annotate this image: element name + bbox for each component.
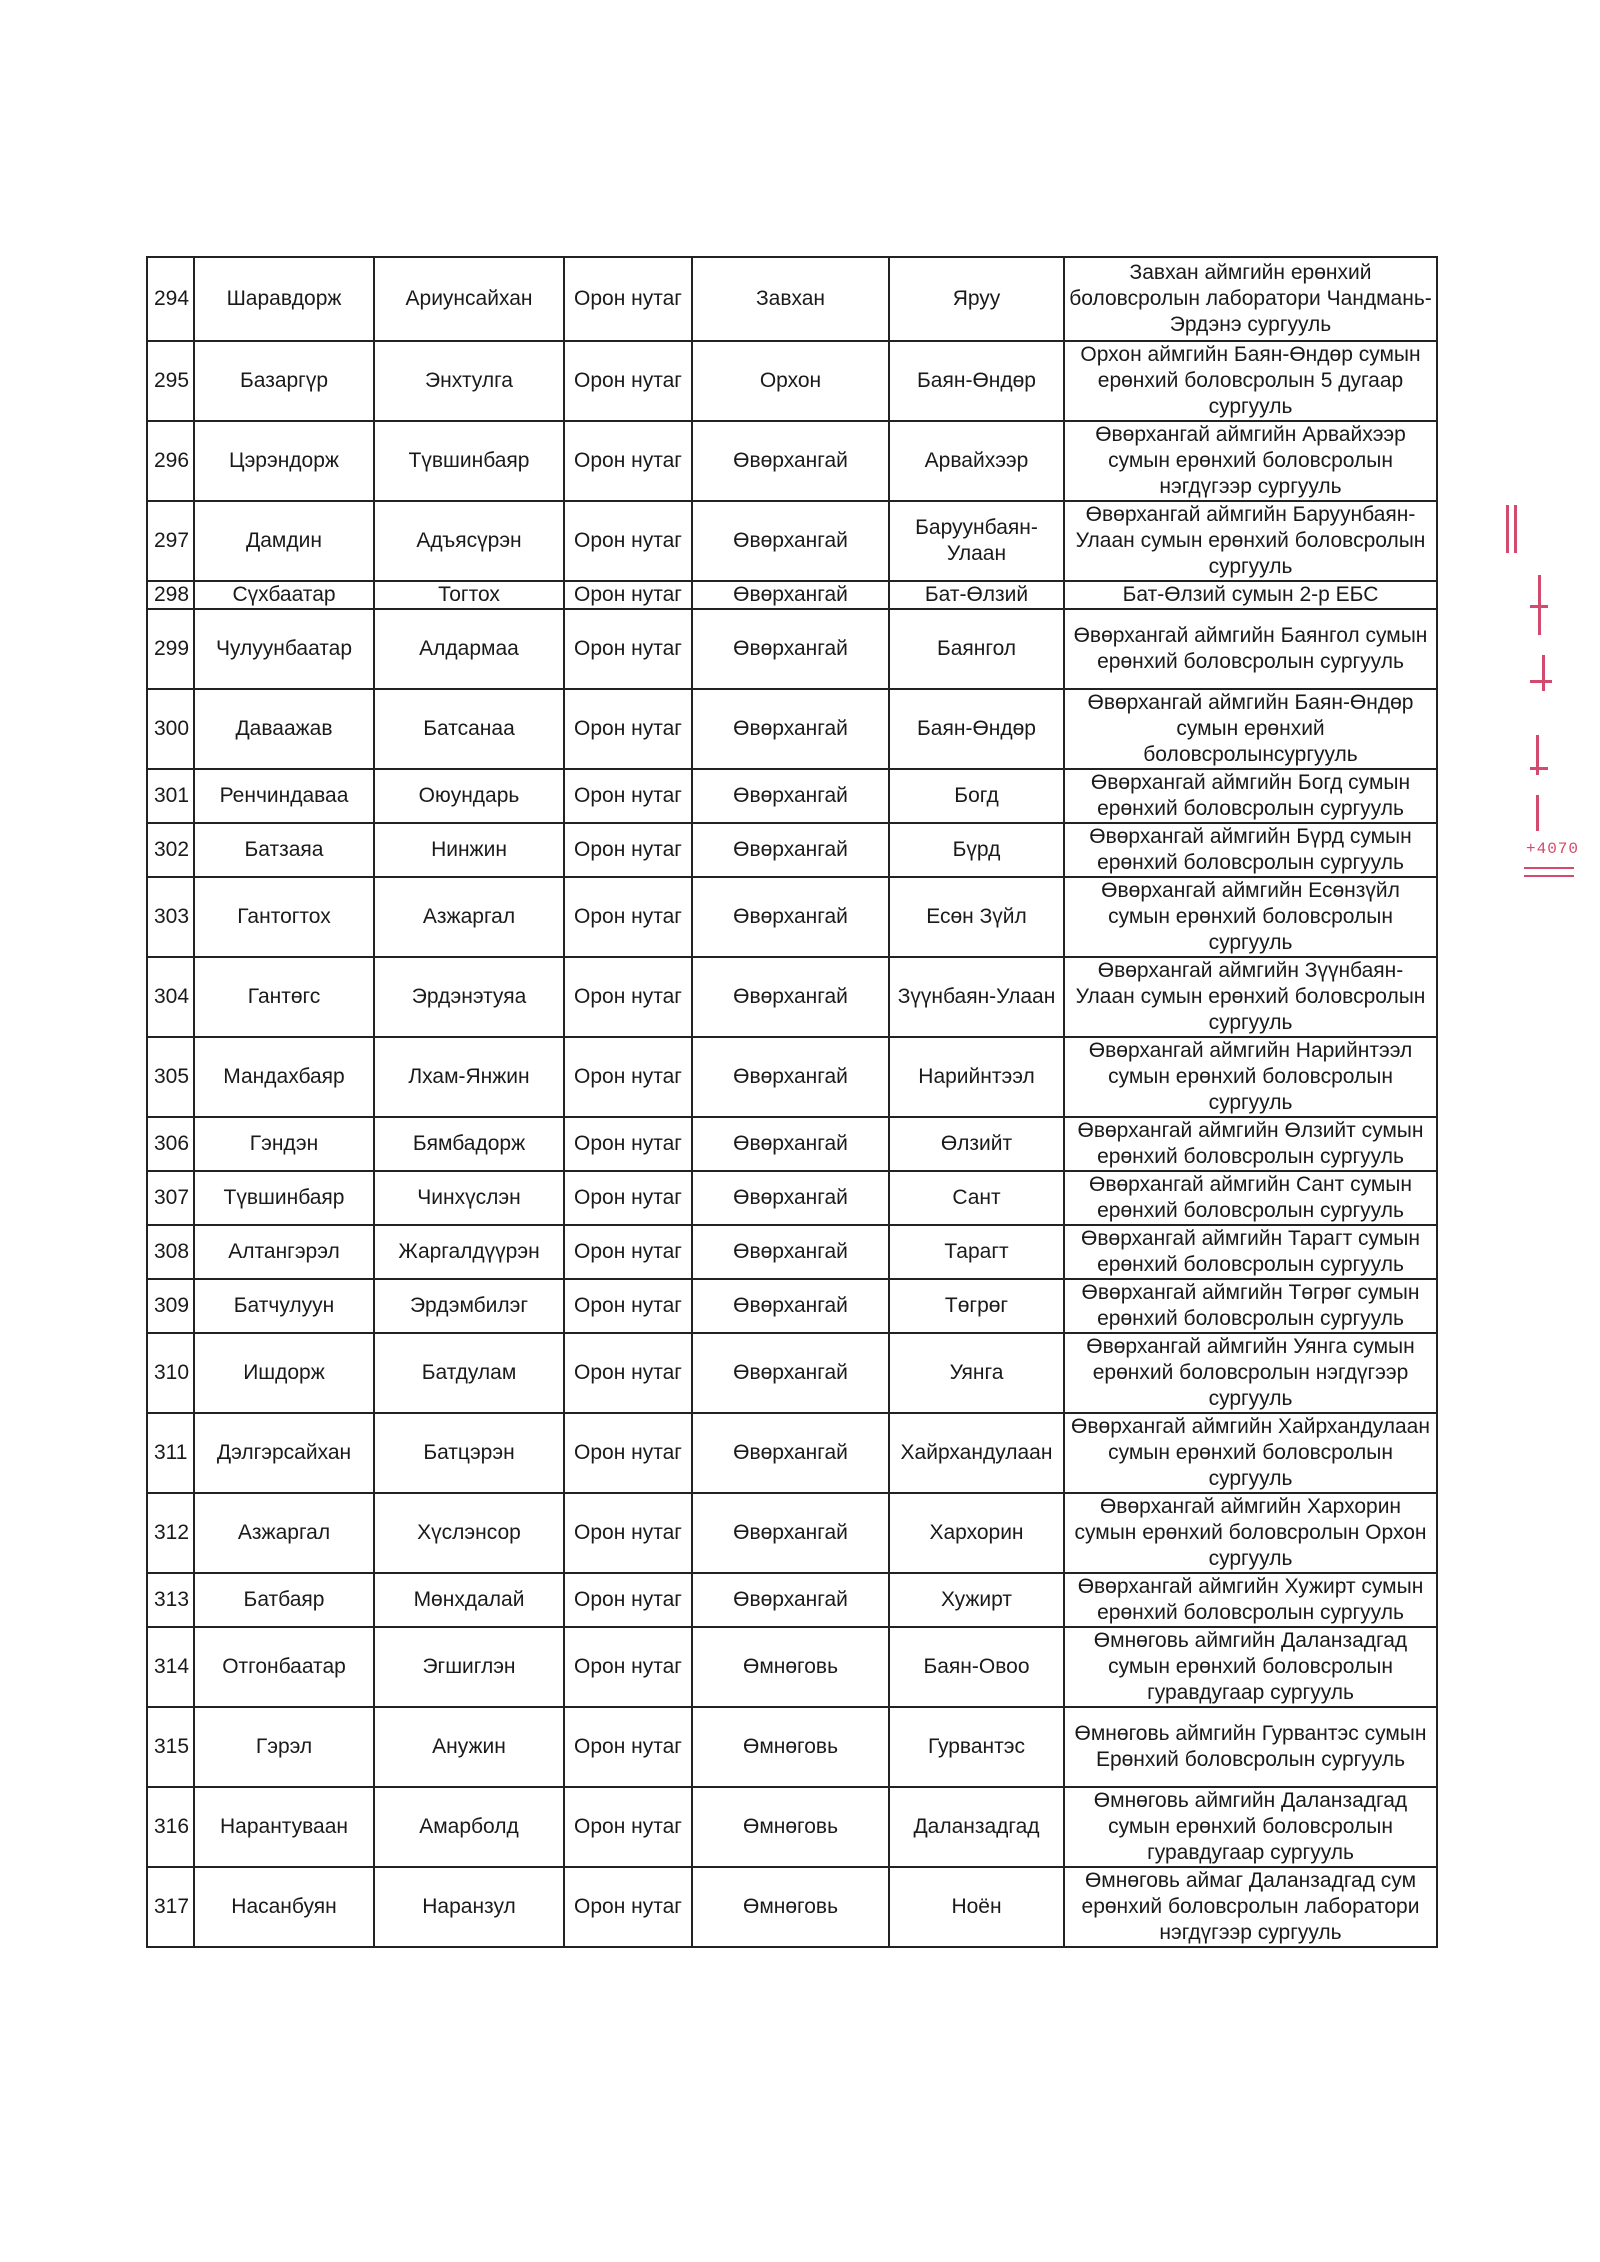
cell-district: Баянгол	[889, 609, 1064, 689]
table-row	[147, 1707, 1437, 1787]
cell-row-number: 315	[147, 1707, 194, 1787]
cell-given-name: Анужин	[374, 1707, 564, 1787]
cell-given-name: Эгшиглэн	[374, 1627, 564, 1707]
table-row	[147, 421, 1437, 501]
cell-row-number: 316	[147, 1787, 194, 1867]
cell-surname: Гантогтох	[194, 877, 374, 957]
cell-district: Сант	[889, 1171, 1064, 1225]
cell-province: Өвөрхангай	[692, 1117, 889, 1171]
table-row	[147, 1333, 1437, 1413]
cell-province: Өвөрхангай	[692, 1573, 889, 1627]
cell-surname: Чулуунбаатар	[194, 609, 374, 689]
cell-school: Өвөрхангай аймгийн Хархорин сумын ерөнхий боловсролын Орхон сургууль	[1064, 1493, 1437, 1573]
cell-row-number: 295	[147, 341, 194, 421]
cell-school: Өмнөговь аймгийн Даланзадгад сумын ерөнхий боловсролын гуравдугаар сургууль	[1064, 1627, 1437, 1707]
cell-school: Өмнөговь аймаг Даланзадгад сум ерөнхий боловсролын лаборатори нэгдүгээр сургууль	[1064, 1867, 1437, 1947]
cell-given-name: Ариунсайхан	[374, 257, 564, 341]
cell-surname: Дамдин	[194, 501, 374, 581]
cell-given-name: Хүслэнсор	[374, 1493, 564, 1573]
cell-school: Өвөрхангай аймгийн Төгрөг сумын ерөнхий боловсролын сургууль	[1064, 1279, 1437, 1333]
cell-district: Баян-Өндөр	[889, 689, 1064, 769]
table-row	[147, 1413, 1437, 1493]
table-row	[147, 1787, 1437, 1867]
cell-district: Нарийнтээл	[889, 1037, 1064, 1117]
cell-origin: Орон нутаг	[564, 823, 692, 877]
table-row	[147, 957, 1437, 1037]
cell-origin: Орон нутаг	[564, 257, 692, 341]
cell-given-name: Тогтох	[374, 581, 564, 609]
cell-origin: Орон нутаг	[564, 689, 692, 769]
cell-origin: Орон нутаг	[564, 1333, 692, 1413]
cell-school: Өмнөговь аймгийн Гурвантэс сумын Ерөнхий боловсролын сургууль	[1064, 1707, 1437, 1787]
table-row	[147, 501, 1437, 581]
cell-row-number: 310	[147, 1333, 194, 1413]
cell-school: Орхон аймгийн Баян-Өндөр сумын ерөнхий боловсролын 5 дугаар сургууль	[1064, 341, 1437, 421]
table-row	[147, 1867, 1437, 1947]
table-row	[147, 581, 1437, 609]
cell-district: Есөн Зүйл	[889, 877, 1064, 957]
cell-row-number: 306	[147, 1117, 194, 1171]
registration-stamp	[1500, 505, 1590, 945]
cell-origin: Орон нутаг	[564, 501, 692, 581]
cell-province: Өвөрхангай	[692, 581, 889, 609]
cell-province: Өвөрхангай	[692, 1413, 889, 1493]
table-row	[147, 823, 1437, 877]
stamp-number: +4070	[1526, 840, 1580, 858]
table-row	[147, 257, 1437, 341]
cell-province: Өмнөговь	[692, 1707, 889, 1787]
cell-district: Төгрөг	[889, 1279, 1064, 1333]
cell-given-name: Батсанаа	[374, 689, 564, 769]
cell-province: Өвөрхангай	[692, 823, 889, 877]
cell-district: Зүүнбаян-Улаан	[889, 957, 1064, 1037]
cell-given-name: Амарболд	[374, 1787, 564, 1867]
cell-school: Өвөрхангай аймгийн Арвайхээр сумын ерөнхий боловсролын нэгдүгээр сургууль	[1064, 421, 1437, 501]
cell-school: Өвөрхангай аймгийн Өлзийт сумын ерөнхий боловсролын сургууль	[1064, 1117, 1437, 1171]
table-row	[147, 1573, 1437, 1627]
cell-district: Бат-Өлзий	[889, 581, 1064, 609]
cell-row-number: 299	[147, 609, 194, 689]
roster-body	[147, 257, 1437, 1947]
cell-school: Өмнөговь аймгийн Даланзадгад сумын ерөнхий боловсролын гуравдугаар сургууль	[1064, 1787, 1437, 1867]
cell-school: Өвөрхангай аймгийн Хайрхандулаан сумын ерөнхий боловсролын сургууль	[1064, 1413, 1437, 1493]
table-row	[147, 877, 1437, 957]
cell-row-number: 317	[147, 1867, 194, 1947]
cell-given-name: Эрдэмбилэг	[374, 1279, 564, 1333]
cell-district: Арвайхээр	[889, 421, 1064, 501]
cell-row-number: 307	[147, 1171, 194, 1225]
table-row	[147, 1493, 1437, 1573]
cell-surname: Батзаяа	[194, 823, 374, 877]
cell-province: Өвөрхангай	[692, 957, 889, 1037]
cell-row-number: 298	[147, 581, 194, 609]
cell-district: Тарагт	[889, 1225, 1064, 1279]
cell-district: Хужирт	[889, 1573, 1064, 1627]
cell-surname: Мандахбаяр	[194, 1037, 374, 1117]
cell-row-number: 300	[147, 689, 194, 769]
table-row	[147, 609, 1437, 689]
cell-origin: Орон нутаг	[564, 1707, 692, 1787]
cell-origin: Орон нутаг	[564, 1573, 692, 1627]
cell-row-number: 304	[147, 957, 194, 1037]
cell-province: Өвөрхангай	[692, 1279, 889, 1333]
cell-surname: Даваажав	[194, 689, 374, 769]
cell-row-number: 308	[147, 1225, 194, 1279]
cell-school: Өвөрхангай аймгийн Хужирт сумын ерөнхий боловсролын сургууль	[1064, 1573, 1437, 1627]
cell-district: Гурвантэс	[889, 1707, 1064, 1787]
cell-origin: Орон нутаг	[564, 1225, 692, 1279]
cell-surname: Алтангэрэл	[194, 1225, 374, 1279]
cell-surname: Шаравдорж	[194, 257, 374, 341]
cell-school: Өвөрхангай аймгийн Сант сумын ерөнхий боловсролын сургууль	[1064, 1171, 1437, 1225]
cell-origin: Орон нутаг	[564, 1117, 692, 1171]
table-row	[147, 1225, 1437, 1279]
cell-given-name: Чинхүслэн	[374, 1171, 564, 1225]
cell-row-number: 296	[147, 421, 194, 501]
cell-school: Өвөрхангай аймгийн Уянга сумын ерөнхий боловсролын нэгдүгээр сургууль	[1064, 1333, 1437, 1413]
cell-school: Өвөрхангай аймгийн Зүүнбаян-Улаан сумын ерөнхий боловсролын сургууль	[1064, 957, 1437, 1037]
table-row	[147, 1037, 1437, 1117]
cell-origin: Орон нутаг	[564, 1627, 692, 1707]
cell-row-number: 314	[147, 1627, 194, 1707]
cell-surname: Батбаяр	[194, 1573, 374, 1627]
cell-district: Даланзадгад	[889, 1787, 1064, 1867]
cell-district: Баян-Өндөр	[889, 341, 1064, 421]
cell-given-name: Нинжин	[374, 823, 564, 877]
cell-school: Өвөрхангай аймгийн Бүрд сумын ерөнхий боловсролын сургууль	[1064, 823, 1437, 877]
cell-province: Өмнөговь	[692, 1787, 889, 1867]
cell-origin: Орон нутаг	[564, 957, 692, 1037]
cell-province: Өвөрхангай	[692, 1493, 889, 1573]
cell-province: Өвөрхангай	[692, 769, 889, 823]
cell-origin: Орон нутаг	[564, 581, 692, 609]
cell-given-name: Эрдэнэтуяа	[374, 957, 564, 1037]
cell-given-name: Энхтулга	[374, 341, 564, 421]
cell-district: Хархорин	[889, 1493, 1064, 1573]
cell-origin: Орон нутаг	[564, 1867, 692, 1947]
cell-origin: Орон нутаг	[564, 769, 692, 823]
cell-surname: Ишдорж	[194, 1333, 374, 1413]
cell-school: Өвөрхангай аймгийн Есөнзүйл сумын ерөнхий боловсролын сургууль	[1064, 877, 1437, 957]
cell-province: Өвөрхангай	[692, 1333, 889, 1413]
cell-district: Богд	[889, 769, 1064, 823]
table-row	[147, 769, 1437, 823]
cell-surname: Ренчиндаваа	[194, 769, 374, 823]
cell-province: Өвөрхангай	[692, 689, 889, 769]
cell-district: Ноён	[889, 1867, 1064, 1947]
cell-province: Өвөрхангай	[692, 609, 889, 689]
cell-surname: Насанбуян	[194, 1867, 374, 1947]
cell-given-name: Алдармаа	[374, 609, 564, 689]
cell-given-name: Азжаргал	[374, 877, 564, 957]
table-row	[147, 689, 1437, 769]
cell-origin: Орон нутаг	[564, 1413, 692, 1493]
cell-surname: Отгонбаатар	[194, 1627, 374, 1707]
table-row	[147, 341, 1437, 421]
teacher-roster-table	[146, 256, 1438, 1948]
cell-given-name: Батдулам	[374, 1333, 564, 1413]
cell-province: Өвөрхангай	[692, 421, 889, 501]
cell-province: Өвөрхангай	[692, 1037, 889, 1117]
cell-given-name: Мөнхдалай	[374, 1573, 564, 1627]
cell-surname: Азжаргал	[194, 1493, 374, 1573]
cell-province: Завхан	[692, 257, 889, 341]
cell-row-number: 305	[147, 1037, 194, 1117]
cell-origin: Орон нутаг	[564, 609, 692, 689]
cell-school: Өвөрхангай аймгийн Баруунбаян-Улаан сумын ерөнхий боловсролын сургууль	[1064, 501, 1437, 581]
cell-province: Өмнөговь	[692, 1867, 889, 1947]
cell-school: Өвөрхангай аймгийн Баянгол сумын ерөнхий боловсролын сургууль	[1064, 609, 1437, 689]
cell-row-number: 297	[147, 501, 194, 581]
cell-origin: Орон нутаг	[564, 1279, 692, 1333]
cell-origin: Орон нутаг	[564, 341, 692, 421]
cell-district: Яруу	[889, 257, 1064, 341]
table-row	[147, 1117, 1437, 1171]
cell-district: Хайрхандулаан	[889, 1413, 1064, 1493]
cell-surname: Гантөгс	[194, 957, 374, 1037]
cell-row-number: 302	[147, 823, 194, 877]
cell-province: Өвөрхангай	[692, 877, 889, 957]
table-row	[147, 1171, 1437, 1225]
cell-province: Өвөрхангай	[692, 1171, 889, 1225]
cell-row-number: 294	[147, 257, 194, 341]
cell-school: Бат-Өлзий сумын 2-р ЕБС	[1064, 581, 1437, 609]
cell-given-name: Лхам-Янжин	[374, 1037, 564, 1117]
cell-surname: Цэрэндорж	[194, 421, 374, 501]
cell-row-number: 311	[147, 1413, 194, 1493]
cell-row-number: 303	[147, 877, 194, 957]
cell-surname: Гэндэн	[194, 1117, 374, 1171]
cell-school: Завхан аймгийн ерөнхий боловсролын лаборатори Чандмань-Эрдэнэ сургууль	[1064, 257, 1437, 341]
cell-surname: Дэлгэрсайхан	[194, 1413, 374, 1493]
cell-surname: Түвшинбаяр	[194, 1171, 374, 1225]
cell-school: Өвөрхангай аймгийн Нарийнтээл сумын ерөнхий боловсролын сургууль	[1064, 1037, 1437, 1117]
cell-district: Баруунбаян-Улаан	[889, 501, 1064, 581]
cell-surname: Сүхбаатар	[194, 581, 374, 609]
cell-row-number: 312	[147, 1493, 194, 1573]
cell-row-number: 313	[147, 1573, 194, 1627]
cell-surname: Нарантуваан	[194, 1787, 374, 1867]
cell-origin: Орон нутаг	[564, 877, 692, 957]
cell-origin: Орон нутаг	[564, 421, 692, 501]
cell-surname: Гэрэл	[194, 1707, 374, 1787]
cell-given-name: Оюундарь	[374, 769, 564, 823]
cell-origin: Орон нутаг	[564, 1171, 692, 1225]
table-row	[147, 1627, 1437, 1707]
cell-surname: Батчулуун	[194, 1279, 374, 1333]
cell-district: Өлзийт	[889, 1117, 1064, 1171]
cell-given-name: Адъясүрэн	[374, 501, 564, 581]
cell-origin: Орон нутаг	[564, 1493, 692, 1573]
cell-given-name: Түвшинбаяр	[374, 421, 564, 501]
cell-province: Орхон	[692, 341, 889, 421]
cell-school: Өвөрхангай аймгийн Богд сумын ерөнхий боловсролын сургууль	[1064, 769, 1437, 823]
cell-district: Уянга	[889, 1333, 1064, 1413]
cell-row-number: 301	[147, 769, 194, 823]
cell-province: Өвөрхангай	[692, 501, 889, 581]
cell-given-name: Жаргалдүүрэн	[374, 1225, 564, 1279]
cell-origin: Орон нутаг	[564, 1787, 692, 1867]
table-row	[147, 1279, 1437, 1333]
cell-school: Өвөрхангай аймгийн Тарагт сумын ерөнхий боловсролын сургууль	[1064, 1225, 1437, 1279]
cell-district: Бүрд	[889, 823, 1064, 877]
cell-district: Баян-Овоо	[889, 1627, 1064, 1707]
cell-surname: Базаргүр	[194, 341, 374, 421]
cell-given-name: Батцэрэн	[374, 1413, 564, 1493]
cell-row-number: 309	[147, 1279, 194, 1333]
cell-province: Өмнөговь	[692, 1627, 889, 1707]
cell-school: Өвөрхангай аймгийн Баян-Өндөр сумын ерөнхий боловсролынсургууль	[1064, 689, 1437, 769]
cell-province: Өвөрхангай	[692, 1225, 889, 1279]
cell-origin: Орон нутаг	[564, 1037, 692, 1117]
cell-given-name: Наранзул	[374, 1867, 564, 1947]
cell-given-name: Бямбадорж	[374, 1117, 564, 1171]
